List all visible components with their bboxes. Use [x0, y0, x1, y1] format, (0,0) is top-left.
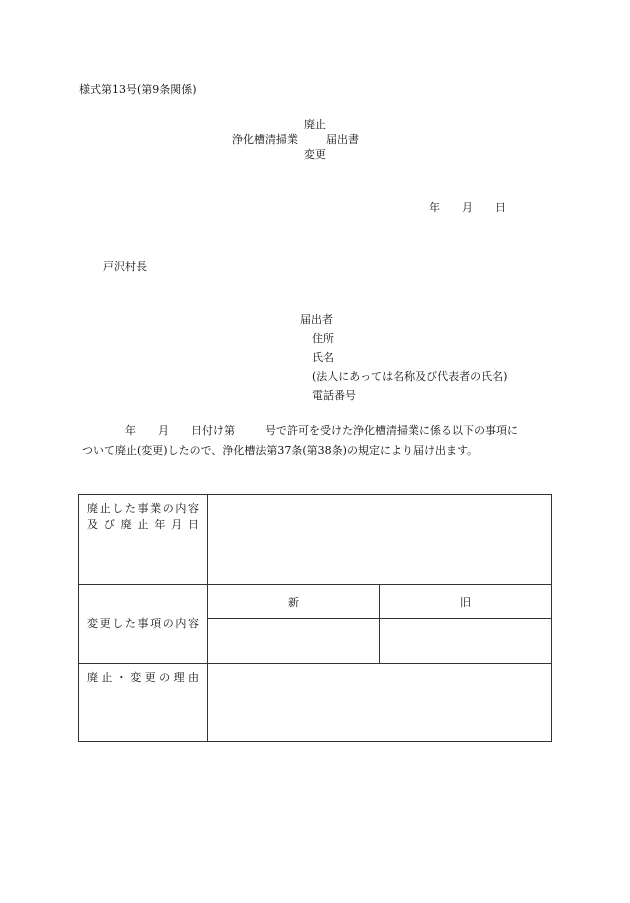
notifier-phone: 電話番号 [312, 389, 356, 402]
body-line-2: ついて廃止(変更)したので、浄化槽法第37条(第38条)の規定により届け出ます。 [82, 444, 479, 457]
table-row-reason [79, 664, 552, 742]
notifier-name: 氏名 [312, 351, 334, 364]
old-value-cell[interactable] [380, 619, 552, 664]
column-old: 旧 [380, 585, 552, 619]
title-business: 浄化槽清掃業 [232, 133, 298, 146]
table-row-abolished [79, 495, 552, 585]
title-abolish: 廃止 [304, 118, 326, 131]
date-day: 日 [495, 201, 506, 214]
title-main [232, 131, 359, 147]
changed-label-text: 変更した事項の内容 [87, 617, 199, 630]
table-row-change-header [79, 585, 552, 619]
title-change: 変更 [304, 148, 326, 161]
body-year: 年 [125, 424, 136, 437]
abolished-label-line2: 及び廃止年月日 [87, 518, 199, 531]
changed-content-label [79, 585, 208, 664]
abolished-label-line1: 廃止した事業の内容 [87, 502, 199, 515]
date-month: 月 [462, 201, 473, 214]
date-line [429, 199, 506, 215]
date-year: 年 [429, 201, 440, 214]
title-doc: 届出書 [326, 133, 359, 146]
form-number: 様式第13号(第9条関係) [79, 83, 197, 96]
reason-label-text: 廃止・変更の理由 [87, 671, 199, 684]
body-line-1 [89, 421, 559, 441]
notification-table [78, 494, 552, 742]
abolished-content-cell[interactable] [208, 495, 552, 585]
body-line1-rest: 号で許可を受けた浄化槽清掃業に係る以下の事項に [265, 424, 518, 437]
reason-label [79, 664, 208, 742]
body-day-dated-no: 日付け第 [191, 424, 235, 437]
new-value-cell[interactable] [208, 619, 380, 664]
addressee: 戸沢村長 [103, 260, 147, 273]
abolished-content-label [79, 495, 208, 585]
body-text [82, 421, 559, 461]
notifier-corporation-note: (法人にあっては名称及び代表者の氏名) [312, 370, 508, 383]
notifier-heading: 届出者 [300, 313, 333, 326]
column-new: 新 [208, 585, 380, 619]
reason-cell[interactable] [208, 664, 552, 742]
notifier-address: 住所 [312, 332, 334, 345]
body-month: 月 [158, 424, 169, 437]
